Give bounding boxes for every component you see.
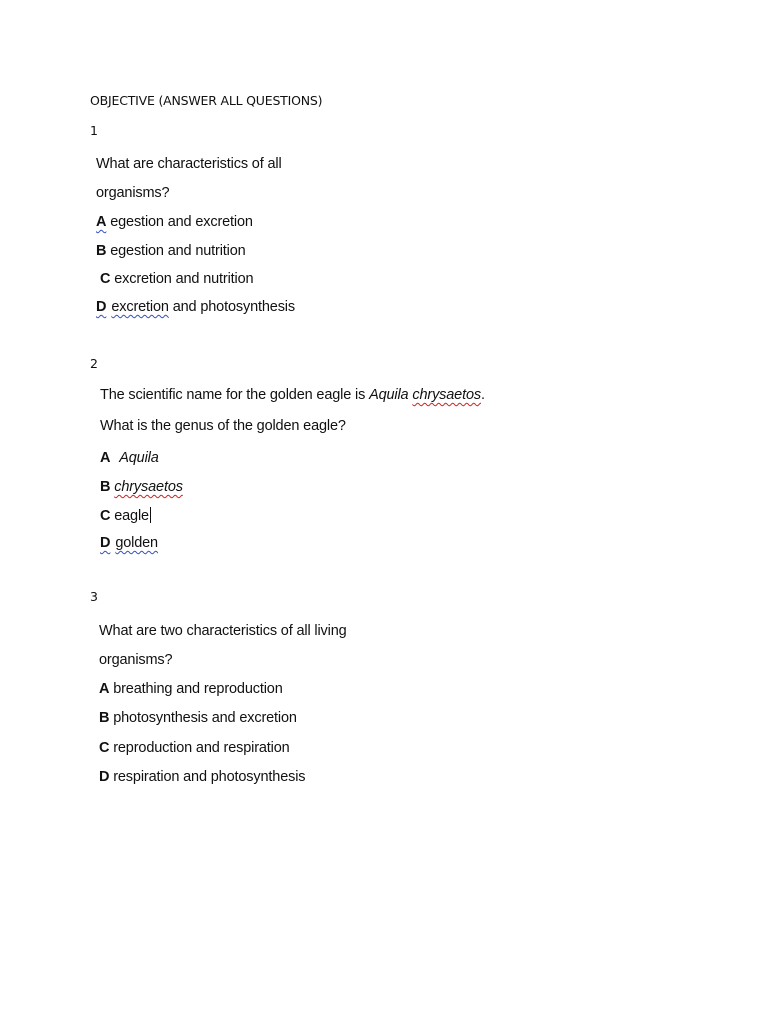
question-1-option-b xyxy=(96,243,246,259)
question-3-option-b xyxy=(99,710,297,726)
option-text: photosynthesis and excretion xyxy=(113,710,297,726)
option-letter: C xyxy=(99,740,110,756)
option-text: chrysaetos xyxy=(114,479,183,495)
question-2-prefix: The scientific name for the golden eagle is xyxy=(100,387,370,403)
genus-name: Aquila xyxy=(369,387,409,403)
option-letter: B xyxy=(100,479,111,495)
question-2-option-d xyxy=(100,535,158,551)
question-1-option-c xyxy=(100,271,253,287)
option-text: egestion and nutrition xyxy=(110,243,246,259)
option-text: breathing and reproduction xyxy=(113,681,283,697)
option-text: excretion and nutrition xyxy=(114,271,254,287)
option-letter: B xyxy=(99,710,110,726)
question-1-text-line-1: What are characteristics of all xyxy=(96,156,282,172)
question-1-option-d xyxy=(96,299,295,315)
option-text: and photosynthesis xyxy=(172,299,295,315)
text-cursor xyxy=(150,507,151,523)
option-letter: D xyxy=(99,769,110,785)
option-text: reproduction and respiration xyxy=(113,740,290,756)
question-2-option-b xyxy=(100,479,183,495)
question-3-text-line-1: What are two characteristics of all living xyxy=(99,623,347,639)
question-2-text-line-1 xyxy=(100,387,485,403)
option-letter: D xyxy=(100,535,111,551)
option-letter: B xyxy=(96,243,107,259)
question-3-option-d xyxy=(99,769,305,785)
option-text: golden xyxy=(115,535,158,551)
section-header: OBJECTIVE (ANSWER ALL QUESTIONS) xyxy=(90,93,323,108)
option-text: eagle xyxy=(114,508,149,524)
question-2-option-a xyxy=(100,450,159,466)
question-2-text-line-2: What is the genus of the golden eagle? xyxy=(100,418,346,434)
option-letter: C xyxy=(100,271,111,287)
option-letter: A xyxy=(100,450,111,466)
option-letter: A xyxy=(96,214,107,230)
question-1-number: 1 xyxy=(90,123,98,138)
question-3-option-a xyxy=(99,681,283,697)
question-3-option-c xyxy=(99,740,290,756)
option-text-underlined: excretion xyxy=(111,299,169,315)
option-text: egestion and excretion xyxy=(110,214,253,230)
question-1-text-line-2: organisms? xyxy=(96,185,170,201)
option-letter: A xyxy=(99,681,110,697)
question-2-suffix: . xyxy=(481,387,485,403)
question-2-number: 2 xyxy=(90,356,98,371)
species-name: chrysaetos xyxy=(412,387,481,403)
option-text: respiration and photosynthesis xyxy=(113,769,306,785)
question-3-number: 3 xyxy=(90,589,98,604)
question-2-option-c xyxy=(100,507,151,524)
question-1-option-a xyxy=(96,214,253,230)
option-letter: D xyxy=(96,299,107,315)
option-letter: C xyxy=(100,508,111,524)
question-3-text-line-2: organisms? xyxy=(99,652,173,668)
option-text: Aquila xyxy=(119,450,159,466)
